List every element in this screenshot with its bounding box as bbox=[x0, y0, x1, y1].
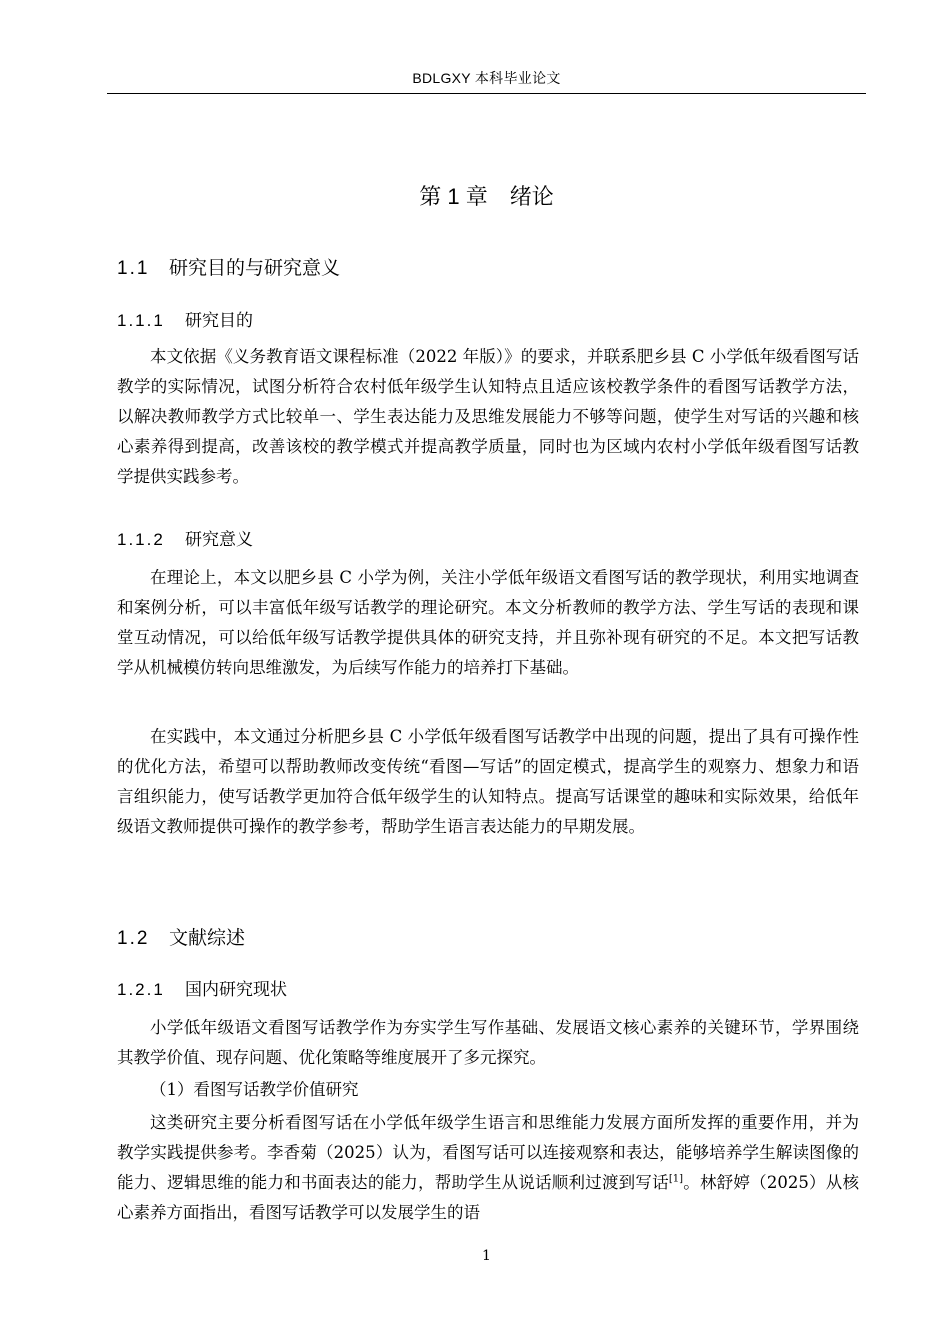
list-item-value-research: （1）看图写话教学价值研究 bbox=[150, 1080, 359, 1099]
page-number: 1 bbox=[482, 1248, 491, 1264]
subsection-heading-1-2-1 bbox=[117, 975, 287, 1000]
paragraph-value-research bbox=[117, 1108, 859, 1228]
section-title: 研究目的与研究意义 bbox=[169, 258, 341, 279]
subsection-number: 1.1.2 bbox=[117, 530, 165, 549]
section-heading-1-1 bbox=[117, 253, 340, 280]
chapter-title: 第 1 章 绪论 bbox=[419, 184, 554, 209]
subsection-number: 1.2.1 bbox=[117, 980, 165, 999]
paragraph-text: 这类研究主要分析看图写话在小学低年级学生语言和思维能力发展方面所发挥的重要作用，并为教学实践提供参考。李香菊（2025）认为，看图写话可以连接观察和表达，能够培养学生解读图像的能力、逻辑思维的能力和书面表达的能力，帮助学生从说话顺利过渡到写话 bbox=[117, 1113, 859, 1192]
running-header: BDLGXY 本科毕业论文 bbox=[412, 70, 561, 86]
section-title: 文献综述 bbox=[169, 928, 246, 949]
subsection-title: 研究目的 bbox=[185, 311, 253, 330]
paragraph-theoretical-significance: 在理论上，本文以肥乡县 C 小学为例，关注小学低年级语文看图写话的教学现状，利用实地调查和案例分析，可以丰富低年级写话教学的理论研究。本文分析教师的教学方法、学生写话的表现和课堂互动情况，可以给低年级写话教学提供具体的研究支持，并且弥补现有研究的不足。本文把写话教学从机械模仿转向思维激发，为后续写作能力的培养打下基础。 bbox=[117, 568, 859, 677]
subsection-heading-1-1-2 bbox=[117, 525, 253, 550]
subsection-number: 1.1.1 bbox=[117, 311, 165, 330]
paragraph-research-purpose: 本文依据《义务教育语文课程标准（2022 年版）》的要求，并联系肥乡县 C 小学低年级看图写话教学的实际情况，试图分析符合农村低年级学生认知特点且适应该校教学条件的看图写话教学方法，以解决教师教学方式比较单一、学生表达能力及思维发展能力不够等问题，使学生对写话的兴趣和核心素养得到提高，改善该校的教学模式并提高教学质量，同时也为区域内农村小学低年级看图写话教学提供实践参考。 bbox=[117, 347, 859, 486]
paragraph-text: 。林舒婷（2025）从核心素养方面指出，看图写话教学可以发展学生的语 bbox=[117, 1173, 860, 1222]
section-heading-1-2 bbox=[117, 923, 245, 950]
header-divider bbox=[107, 93, 866, 94]
citation-marker[interactable]: [1] bbox=[668, 1173, 684, 1185]
subsection-title: 研究意义 bbox=[185, 530, 253, 549]
paragraph-domestic-research-intro: 小学低年级语文看图写话教学作为夯实学生写作基础、发展语文核心素养的关键环节，学界围绕其教学价值、现存问题、优化策略等维度展开了多元探究。 bbox=[117, 1018, 859, 1067]
section-number: 1.1 bbox=[117, 258, 150, 279]
section-number: 1.2 bbox=[117, 928, 150, 949]
subsection-title: 国内研究现状 bbox=[185, 980, 287, 999]
paragraph-practical-significance: 在实践中，本文通过分析肥乡县 C 小学低年级看图写话教学中出现的问题，提出了具有可操作性的优化方法，希望可以帮助教师改变传统“看图—写话”的固定模式，提高学生的观察力、想象力和语言组织能力，使写话教学更加符合低年级学生的认知特点。提高写话课堂的趣味和实际效果，给低年级语文教师提供可操作的教学参考，帮助学生语言表达能力的早期发展。 bbox=[117, 727, 859, 836]
subsection-heading-1-1-1 bbox=[117, 306, 253, 331]
